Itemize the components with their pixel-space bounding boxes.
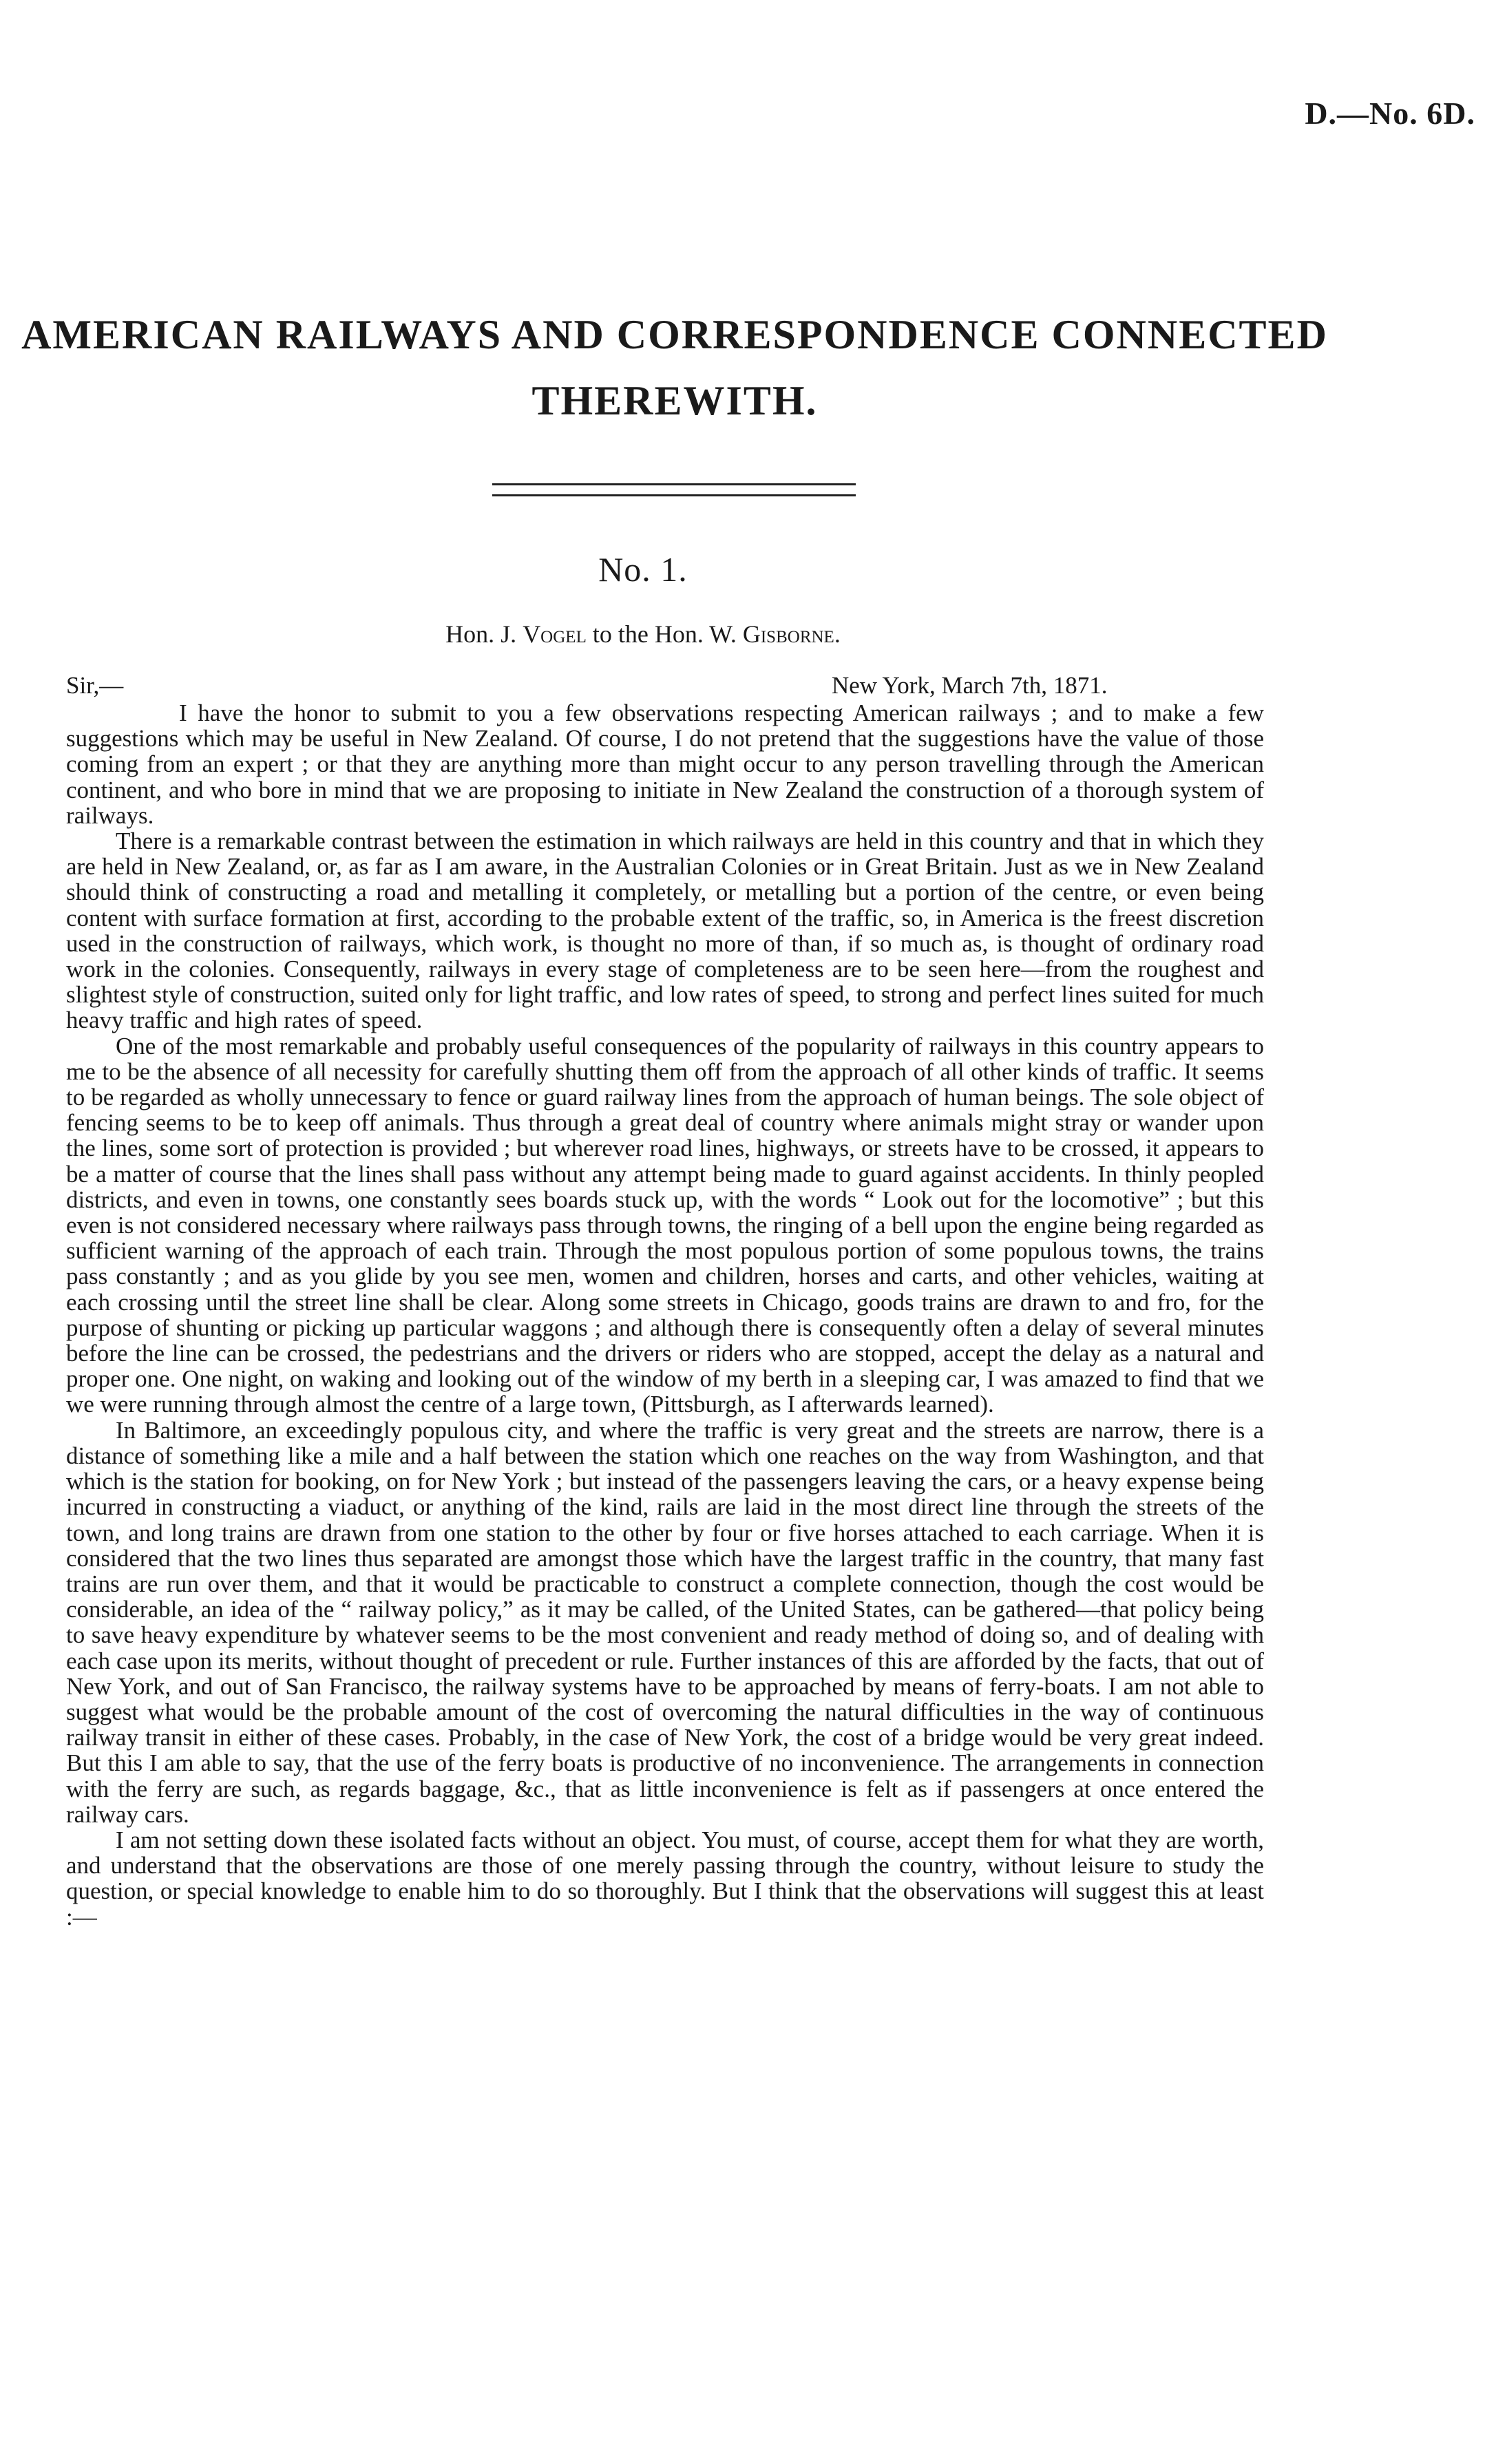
divider-rule	[492, 483, 856, 485]
letter-body	[66, 700, 1264, 1930]
page-reference: D.—No. 6D.	[1305, 96, 1475, 131]
letter-heading	[0, 620, 1286, 649]
paragraph: There is a remarkable contrast between the estimation in which railways are held in this country and that in which they are held in New Zealand, or, as far as I am aware, in the Australian Colonies or in Great Britain. Just as we in New Zealand should think of constructing a road and metalling it completely, or metalling but a portion of the centre, or even being content with surface formation at first, according to the probable extent of the traffic, so, in America is the freest discretion used in the construction of railways, which work, is thought no more of than, if so much as, is thought of ordinary road work in the colonies. Consequently, railways in every stage of completeness are to be seen here—from the roughest and slightest style of construction, suited only for light traffic, and low rates of speed, to strong and perfect lines suited for much heavy traffic and high rates of speed.	[66, 828, 1264, 1034]
paragraph: In Baltimore, an exceedingly populous city, and where the traffic is very great and the streets are narrow, there is a distance of something like a mile and a half between the station which one reaches on the way from Washington, and that which is the station for booking, on for New York ; but instead of the passengers leaving the cars, or a heavy expense being incurred in constructing a viaduct, or anything of the kind, rails are laid in the most direct line through the streets of the town, and long trains are drawn from one station to the other by four or five horses attached to each carriage. When it is considered that the two lines thus separated are amongst those which have the largest traffic in the country, that many fast trains are run over them, and that it would be practicable to construct a complete connection, though the cost would be considerable, an idea of the “ railway policy,” as it may be called, of the United States, can be gathered—that policy being to save heavy expenditure by whatever seems to be the most convenient and ready method of doing so, and of dealing with each case upon its merits, without thought of precedent or rule. Further instances of this are afforded by the facts, that out of New York, and out of San Francisco, the railway systems have to be approached by means of ferry-boats. I am not able to suggest what would be the probable amount of the cost of overcoming the natural difficulties in the way of continuous railway transit in either of these cases. Probably, in the case of New York, the cost of a bridge would be very great indeed. But this I am able to say, that the use of the ferry boats is productive of no inconvenience. The arrangements in connection with the ferry are such, as regards baggage, &c., that as little inconvenience is felt as if passengers at once entered the railway cars.	[66, 1416, 1264, 1828]
letter-heading-recipient: Gisborne.	[742, 620, 841, 648]
letter-heading-sender-title: Hon. J.	[445, 620, 517, 648]
paragraph: One of the most remarkable and probably useful consequences of the popularity of railways in this country appears to me to be the absence of all necessity for carefully shutting them off from the approach of all other kinds of traffic. It seems to be regarded as wholly unnecessary to fence or guard railway lines from the approach of human beings. The sole object of fencing seems to be to keep off animals. Thus through a great deal of country where animals might stray or wander upon the lines, some sort of protection is provided ; but wherever road lines, highways, or streets have to be crossed, it appears to be a matter of course that the lines shall pass without any attempt being made to guard against accidents. In thinly peopled districts, and even in towns, one constantly sees boards stuck up, with the words “ Look out for the locomotive” ; but this even is not considered necessary where railways pass through towns, the ringing of a bell upon the engine being regarded as sufficient warning of the approach of each train. Through the most populous portion of some populous towns, the trains pass constantly ; and as you glide by you see men, women and children, horses and carts, and other vehicles, waiting at each crossing until the street line shall be clear. Along some streets in Chicago, goods trains are drawn to and fro, for the purpose of shunting or picking up particular waggons ; and although there is consequently often a delay of several minutes before the line can be crossed, the pedestrians and the drivers or riders who are stopped, accept the delay as a natural and proper one. One night, on waking and looking out of the window of my berth in a sleeping car, I was amazed to find that we we were running through almost the centre of a large town, (Pittsburgh, as I afterwards learned).	[66, 1032, 1264, 1418]
paragraph: I am not setting down these isolated facts without an object. You must, of course, accept them for what they are worth, and understand that the observations are those of one merely passing through the country, without leisure to study the question, or special knowledge to enable him to do so thoroughly. But I think that the observations will suggest this at least :—	[66, 1826, 1264, 1930]
document-title	[0, 302, 1349, 434]
salutation: Sir,—	[66, 672, 124, 699]
document-number: No. 1.	[598, 550, 688, 589]
dateline: New York, March 7th, 1871.	[832, 672, 1108, 699]
divider-rule	[492, 494, 856, 496]
letter-heading-sender: Vogel	[523, 620, 587, 648]
letter-heading-recipient-title: to the Hon. W.	[592, 620, 737, 648]
paragraph: I have the honor to submit to you a few observations respecting American railways ; and to make a few suggestions which may be useful in New Zealand. Of course, I do not pretend that the suggestions have the value of those coming from an expert ; or that they are anything more than might occur to any person travelling through the American continent, and who bore in mind that we are proposing to initiate in New Zealand the construction of a thorough system of railways.	[66, 699, 1264, 829]
title-line-2: THEREWITH.	[531, 378, 818, 423]
title-line-1: AMERICAN RAILWAYS AND CORRESPONDENCE CONNECTED	[21, 312, 1328, 357]
